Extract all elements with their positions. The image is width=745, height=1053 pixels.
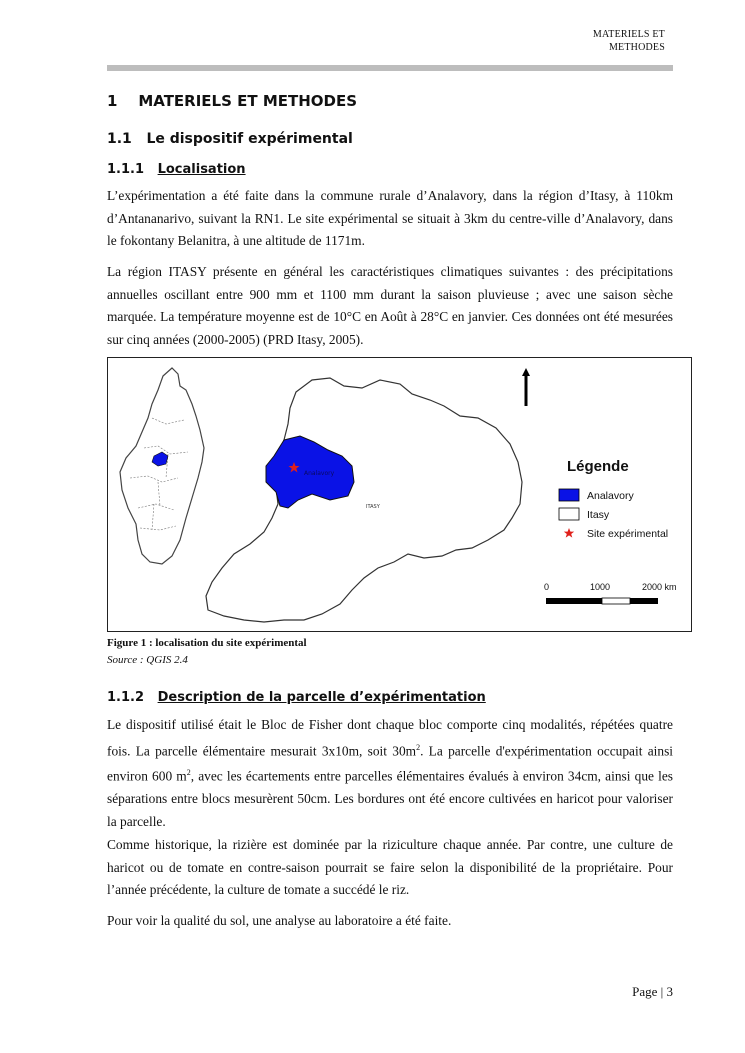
figure-source: Source : QGIS 2.4: [107, 654, 188, 666]
madagascar-outline: [120, 368, 204, 564]
footer-page-label: Page: [632, 984, 658, 999]
p3-sup-2: 2: [186, 768, 191, 778]
heading-1-1: [107, 131, 353, 147]
scale-bar-black-1: [546, 598, 602, 604]
paragraph-analyse: Pour voir la qualité du sol, une analyse au laboratoire a été faite.: [107, 913, 452, 928]
figure-caption: Figure 1 : localisation du site expérimental: [107, 637, 307, 649]
map-svg: [108, 358, 693, 633]
heading-1-title: MATERIELS ET METHODES: [138, 92, 358, 110]
heading-1-1-number: 1.1: [107, 131, 132, 147]
heading-1: [107, 92, 357, 110]
header-rule: [107, 65, 673, 71]
legend-swatch-analavory: [559, 489, 579, 501]
heading-1-1-title: Le dispositif expérimental: [146, 131, 353, 147]
scale-bar-black-2: [630, 598, 658, 604]
scale-label-2000: 2000 km: [642, 582, 677, 592]
footer-page-number: 3: [666, 984, 673, 999]
itasy-label: ITASY: [366, 504, 380, 510]
legend-analavory: Analavory: [587, 490, 634, 502]
paragraph-dispositif: [107, 714, 673, 833]
heading-1-1-2-title: Description de la parcelle d’expérimentation: [157, 690, 486, 705]
page-footer: [632, 984, 673, 1000]
itasy-region: [206, 378, 522, 622]
scale-label-1000: 1000: [590, 582, 611, 592]
heading-1-1-1: [107, 162, 246, 177]
footer-separator: |: [660, 984, 664, 999]
paragraph-historique: Comme historique, la rizière est dominée par la riziculture chaque année. Par contre, une culture de haricot ou de tomate en contre-saison pourrait se faire selon la disponibilité de la propriétaire. Pour l’année précédente, la culture de tomate a succédé le riz.: [107, 837, 673, 897]
heading-1-1-1-title: Localisation: [157, 162, 246, 177]
p3-part-a: Le dispositif utilisé était le Bloc de Fisher dont chaque bloc comporte cinq modalités, répétées quatre fois. La parcelle élémentaire mesurait 3x10m, soit 30m: [107, 717, 673, 758]
paragraph-climat: La région ITASY présente en général les caractéristiques climatiques suivantes : des précipitations annuelles oscillant entre 900 mm et 1100 mm durant la saison pluvieuse ; avec une saison sèche marquée. La température moyenne est de 10°C en Août à 28°C en janvier. Ces données ont été mesurées sur cinq années (2000-2005) (PRD Itasy, 2005).: [107, 264, 673, 347]
legend-swatch-itasy: [559, 508, 579, 520]
heading-1-1-2-number: 1.1.2: [107, 690, 145, 705]
scale-bar-white: [602, 598, 630, 604]
legend-title: Légende: [567, 458, 629, 475]
p3-part-c: , avec les écartements entre parcelles élémentaires évalués à environ 34cm, ainsi que les séparations entre blocs mesurèrent 50cm. Les bordures ont été encore cultivées en haricot pour valoriser la parcelle.: [107, 768, 673, 829]
heading-1-1-2: [107, 690, 486, 705]
heading-1-number: 1: [107, 92, 118, 110]
paragraph-localisation: L’expérimentation a été faite dans la commune rurale d’Analavory, dans la région d’Itasy, à 110km d’Antananarivo, suivant la RN1. Le site expérimental se situait à 3km du centre-ville d’Analavory, dans le fokontany Belanitra, à une altitude de 1171m.: [107, 188, 673, 248]
legend-site: Site expérimental: [587, 528, 669, 540]
running-header: [593, 28, 665, 54]
legend-itasy: Itasy: [587, 509, 610, 521]
heading-1-1-1-number: 1.1.1: [107, 162, 145, 177]
p3-sup-1: 2: [416, 742, 421, 752]
map-figure: [107, 357, 692, 632]
scale-label-0: 0: [544, 582, 550, 592]
running-header-line2: METHODES: [608, 42, 665, 53]
p3-part-b: . La parcelle d'expérimentation occupait ainsi environ 600 m: [107, 742, 673, 784]
legend-star: [564, 528, 574, 538]
running-header-line1: MATERIELS ET: [592, 29, 665, 40]
analavory-label: Analavory: [304, 470, 335, 477]
